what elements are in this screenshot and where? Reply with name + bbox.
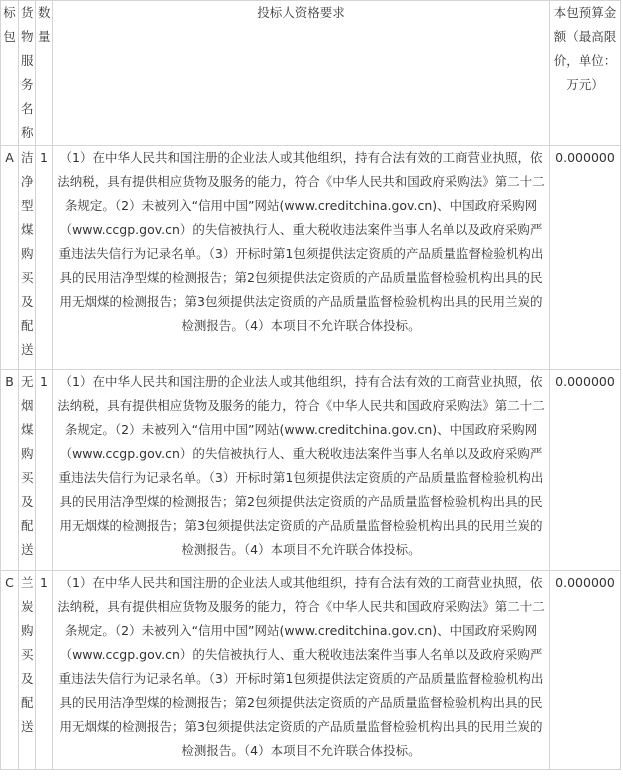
budget-cell: 0.000000 — [550, 370, 621, 571]
quantity-cell: 1 — [36, 571, 53, 770]
quantity-cell: 1 — [36, 146, 53, 370]
table-row — [1, 146, 621, 370]
table-row — [1, 571, 621, 770]
requirements-cell: （1）在中华人民共和国注册的企业法人或其他组织，持有合法有效的工商营业执照，依法纳税，具有提供相应货物及服务的能力，符合《中华人民共和国政府采购法》第二十二条规定。（2）未被列入“信用中国”网站(www.creditchina.gov.cn)、中国政府采购网（www.ccgp.gov.cn）的失信被执行人、重大税收违法案件当事人名单以及政府采购严重违法失信行为记录名单。（3）开标时第1包须提供法定资质的产品质量监督检验机构出具的民用洁净型煤的检测报告；第2包须提供法定资质的产品质量监督检验机构出具的民用无烟煤的检测报告；第3包须提供法定资质的产品质量监督检验机构出具的民用兰炭的检测报告。（4）本项目不允许联合体投标。 — [53, 146, 550, 370]
package-no-cell: B — [1, 370, 19, 571]
budget-cell: 0.000000 — [550, 146, 621, 370]
table-header-row — [1, 1, 621, 146]
header-goods-name: 货物服务名称 — [19, 1, 36, 146]
budget-cell: 0.000000 — [550, 571, 621, 770]
header-requirements: 投标人资格要求 — [53, 1, 550, 146]
header-quantity: 数量 — [36, 1, 53, 146]
header-budget: 本包预算金额（最高限价，单位：万元） — [550, 1, 621, 146]
header-package-no: 标包 — [1, 1, 19, 146]
requirements-cell: （1）在中华人民共和国注册的企业法人或其他组织，持有合法有效的工商营业执照，依法纳税，具有提供相应货物及服务的能力，符合《中华人民共和国政府采购法》第二十二条规定。（2）未被列入“信用中国”网站(www.creditchina.gov.cn)、中国政府采购网（www.ccgp.gov.cn）的失信被执行人、重大税收违法案件当事人名单以及政府采购严重违法失信行为记录名单。（3）开标时第1包须提供法定资质的产品质量监督检验机构出具的民用洁净型煤的检测报告；第2包须提供法定资质的产品质量监督检验机构出具的民用无烟煤的检测报告；第3包须提供法定资质的产品质量监督检验机构出具的民用兰炭的检测报告。（4）本项目不允许联合体投标。 — [53, 571, 550, 770]
package-no-cell: A — [1, 146, 19, 370]
goods-name-cell: 兰炭购买及配送 — [19, 571, 36, 770]
goods-name-cell: 洁净型煤购买及配送 — [19, 146, 36, 370]
table-row — [1, 370, 621, 571]
goods-name-cell: 无烟煤购买及配送 — [19, 370, 36, 571]
requirements-cell: （1）在中华人民共和国注册的企业法人或其他组织，持有合法有效的工商营业执照，依法纳税，具有提供相应货物及服务的能力，符合《中华人民共和国政府采购法》第二十二条规定。（2）未被列入“信用中国”网站(www.creditchina.gov.cn)、中国政府采购网（www.ccgp.gov.cn）的失信被执行人、重大税收违法案件当事人名单以及政府采购严重违法失信行为记录名单。（3）开标时第1包须提供法定资质的产品质量监督检验机构出具的民用洁净型煤的检测报告；第2包须提供法定资质的产品质量监督检验机构出具的民用无烟煤的检测报告；第3包须提供法定资质的产品质量监督检验机构出具的民用兰炭的检测报告。（4）本项目不允许联合体投标。 — [53, 370, 550, 571]
package-no-cell: C — [1, 571, 19, 770]
quantity-cell: 1 — [36, 370, 53, 571]
